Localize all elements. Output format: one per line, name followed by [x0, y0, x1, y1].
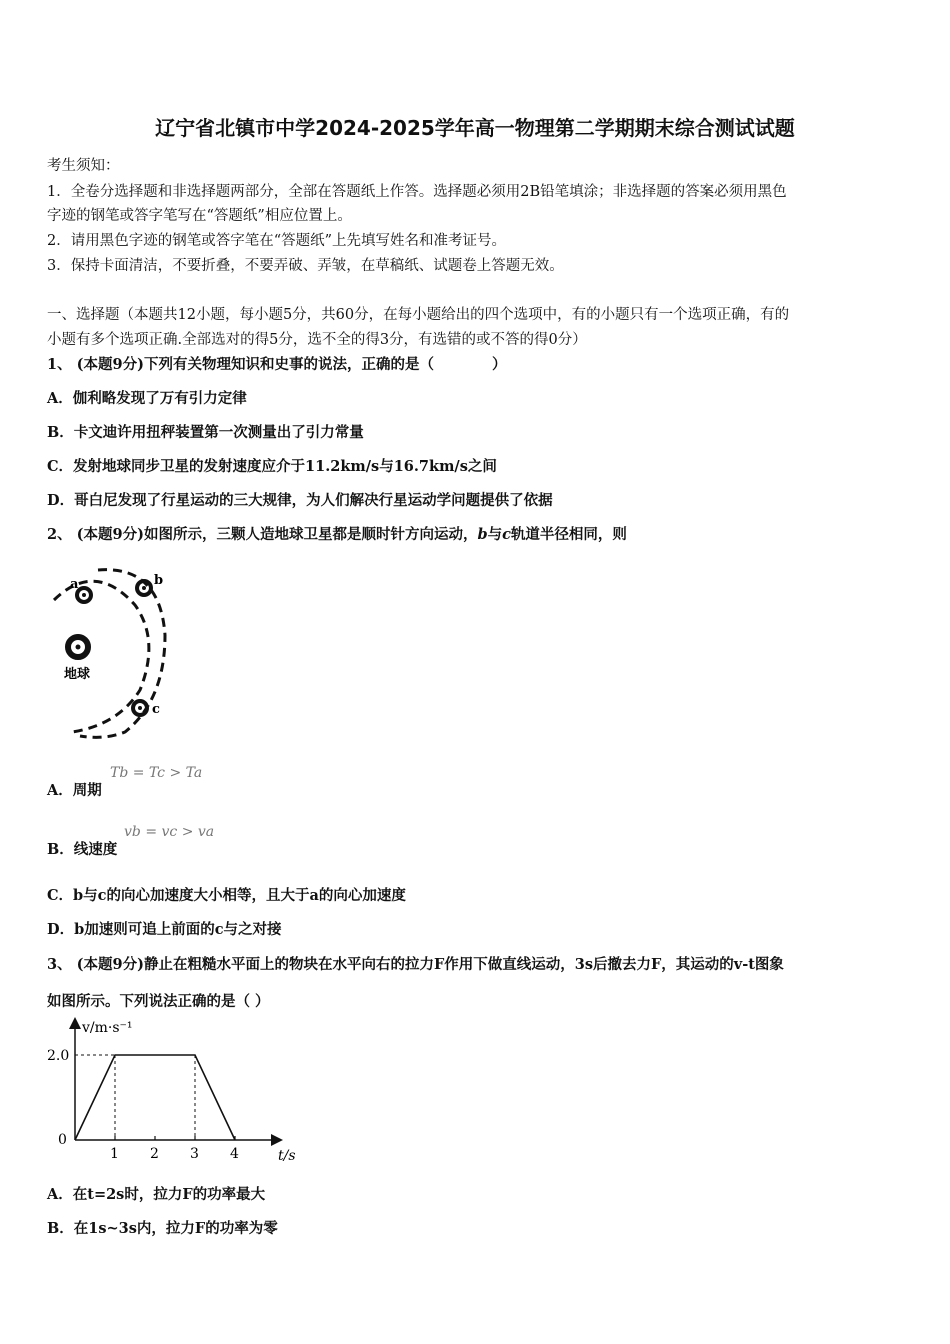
q2-stem-b: b: [477, 526, 488, 543]
q3-option-a: A．在t=2s时，拉力F的功率最大: [47, 1186, 266, 1203]
notice-item-1-line-2: 字迹的钢笔或答字笔写在“答题纸”相应位置上。: [47, 208, 352, 224]
earth-label: 地球: [64, 667, 91, 682]
q2-option-a-formula: Tb = Tc > Ta: [110, 765, 203, 781]
satellite-orbit-figure: [40, 560, 190, 740]
q2-stem: [47, 523, 627, 544]
section-heading-line-1: 一、选择题（本题共12小题，每小题5分，共60分，在每小题给出的四个选项中，有的小题只有一个选项正确，有的: [47, 307, 790, 323]
q2-stem-c: c: [502, 526, 511, 543]
q1-option-a: A．伽利略发现了万有引力定律: [47, 390, 247, 407]
q1-option-c: C．发射地球同步卫星的发射速度应介于11.2km/s与16.7km/s之间: [47, 458, 497, 475]
q3-option-b: B．在1s~3s内，拉力F的功率为零: [47, 1220, 278, 1237]
q2-option-c: C．b与c的向心加速度大小相等，且大于a的向心加速度: [47, 887, 406, 904]
q3-stem-line-1: 3、 (本题9分)静止在粗糙水平面上的物块在水平向右的拉力F作用下做直线运动，3s后撤去力F，其运动的v-t图象: [47, 956, 784, 973]
x-tick-label: 4: [230, 1146, 239, 1162]
page-title: 辽宁省北镇市中学2024-2025学年高一物理第二学期期末综合测试试题: [155, 116, 795, 140]
q2-option-b-prefix: B．线速度: [47, 841, 118, 858]
vt-chart: [40, 1012, 300, 1172]
notice-heading: 考生须知：: [47, 158, 120, 174]
q2-stem-mid: 与: [487, 526, 503, 543]
origin-label: 0: [58, 1132, 67, 1148]
satellite-b-center: [142, 586, 146, 590]
satellite-b-label: b: [154, 573, 164, 588]
q1-stem: 1、 (本题9分)下列有关物理知识和史事的说法，正确的是（ ）: [47, 356, 507, 373]
notice-item-1-line-1: 1．全卷分选择题和非选择题两部分，全部在答题纸上作答。选择题必须用2B铅笔填涂；非选择题的答案必须用黑色: [47, 184, 787, 200]
satellite-c-label: c: [152, 702, 160, 717]
notice-item-3: 3．保持卡面清洁，不要折叠，不要弄破、弄皱，在草稿纸、试题卷上答题无效。: [47, 258, 564, 274]
q1-option-b: B．卡文迪许用扭秤装置第一次测量出了引力常量: [47, 424, 364, 441]
x-tick-label: 1: [110, 1146, 119, 1162]
q2-option-b-formula: vb = vc > va: [124, 824, 215, 840]
q2-option-d: D．b加速则可追上前面的c与之对接: [47, 921, 282, 938]
x-tick-label: 2: [150, 1146, 159, 1162]
y-axis-label: v/m·s⁻¹: [82, 1020, 133, 1036]
vt-series-line: [75, 1055, 235, 1140]
q3-stem-line-2: 如图所示。下列说法正确的是（ ）: [47, 993, 270, 1010]
earth-center: [76, 645, 81, 650]
q2-stem-pre: 2、 (本题9分)如图所示，三颗人造地球卫星都是顺时针方向运动，: [47, 526, 478, 543]
satellite-a-center: [82, 593, 86, 597]
q2-option-a-prefix: A．周期: [47, 782, 102, 799]
q1-option-d: D．哥白尼发现了行星运动的三大规律，为人们解决行星运动学问题提供了依据: [47, 492, 553, 509]
q2-option-b: [47, 838, 117, 859]
q2-option-a: [47, 779, 102, 800]
satellite-a-label: a: [70, 577, 79, 592]
satellite-c-center: [138, 706, 142, 710]
q2-stem-post: 轨道半径相同，则: [510, 526, 627, 543]
y-tick-label: 2.0: [47, 1048, 70, 1064]
notice-item-2: 2．请用黑色字迹的钢笔或答字笔在“答题纸”上先填写姓名和准考证号。: [47, 233, 507, 249]
x-axis-label: t/s: [278, 1148, 296, 1164]
section-heading-line-2: 小题有多个选项正确.全部选对的得5分，选不全的得3分，有选错的或不答的得0分）: [47, 332, 587, 348]
x-tick-label: 3: [190, 1146, 199, 1162]
